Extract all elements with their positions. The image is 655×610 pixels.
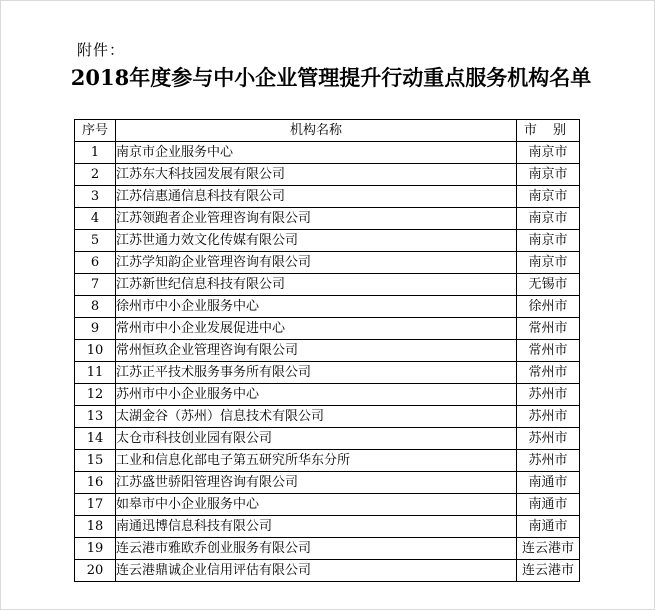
table-row xyxy=(75,340,580,362)
attachment-label: 附件： xyxy=(77,41,126,59)
row-org-name: 江苏东大科技园发展有限公司 xyxy=(116,164,517,186)
row-org-name: 苏州市中小企业服务中心 xyxy=(116,384,517,406)
row-number: 3 xyxy=(75,186,116,208)
row-city: 苏州市 xyxy=(517,450,580,472)
table-row xyxy=(75,362,580,384)
table-row xyxy=(75,296,580,318)
header-name: 机构名称 xyxy=(116,120,517,142)
row-city: 常州市 xyxy=(517,362,580,384)
table-row xyxy=(75,560,580,582)
table-row xyxy=(75,252,580,274)
row-city: 连云港市 xyxy=(517,560,580,582)
row-number: 6 xyxy=(75,252,116,274)
row-number: 17 xyxy=(75,494,116,516)
row-org-name: 徐州市中小企业服务中心 xyxy=(116,296,517,318)
row-number: 19 xyxy=(75,538,116,560)
row-number: 1 xyxy=(75,142,116,164)
table-row xyxy=(75,384,580,406)
row-number: 16 xyxy=(75,472,116,494)
row-city: 南京市 xyxy=(517,230,580,252)
table-row xyxy=(75,494,580,516)
row-org-name: 连云港鼎诚企业信用评估有限公司 xyxy=(116,560,517,582)
row-number: 18 xyxy=(75,516,116,538)
row-org-name: 常州市中小企业发展促进中心 xyxy=(116,318,517,340)
row-city: 徐州市 xyxy=(517,296,580,318)
row-number: 12 xyxy=(75,384,116,406)
row-number: 14 xyxy=(75,428,116,450)
row-city: 无锡市 xyxy=(517,274,580,296)
row-city: 南京市 xyxy=(517,252,580,274)
row-org-name: 连云港市雅欧乔创业服务有限公司 xyxy=(116,538,517,560)
header-number: 序号 xyxy=(75,120,116,142)
row-city: 南京市 xyxy=(517,208,580,230)
table-row xyxy=(75,274,580,296)
row-city: 苏州市 xyxy=(517,384,580,406)
row-number: 2 xyxy=(75,164,116,186)
row-number: 20 xyxy=(75,560,116,582)
row-number: 4 xyxy=(75,208,116,230)
row-org-name: 江苏正平技术服务事务所有限公司 xyxy=(116,362,517,384)
row-org-name: 太仓市科技创业园有限公司 xyxy=(116,428,517,450)
table-row xyxy=(75,142,580,164)
row-city: 南京市 xyxy=(517,186,580,208)
table-row xyxy=(75,164,580,186)
row-number: 11 xyxy=(75,362,116,384)
row-city: 南通市 xyxy=(517,516,580,538)
document-title: 2018年度参与中小企业管理提升行动重点服务机构名单 xyxy=(70,65,592,90)
table-row xyxy=(75,472,580,494)
row-city: 苏州市 xyxy=(517,428,580,450)
row-number: 8 xyxy=(75,296,116,318)
row-number: 10 xyxy=(75,340,116,362)
table-row xyxy=(75,450,580,472)
table-row xyxy=(75,318,580,340)
row-city: 常州市 xyxy=(517,340,580,362)
row-org-name: 工业和信息化部电子第五研究所华东分所 xyxy=(116,450,517,472)
table-header-row xyxy=(75,120,580,142)
row-number: 13 xyxy=(75,406,116,428)
row-org-name: 江苏信惠通信息科技有限公司 xyxy=(116,186,517,208)
row-org-name: 南通迅博信息科技有限公司 xyxy=(116,516,517,538)
row-city: 南通市 xyxy=(517,472,580,494)
row-org-name: 江苏世通力效文化传媒有限公司 xyxy=(116,230,517,252)
row-org-name: 江苏学知韵企业管理咨询有限公司 xyxy=(116,252,517,274)
table-row xyxy=(75,230,580,252)
row-city: 南通市 xyxy=(517,494,580,516)
row-number: 9 xyxy=(75,318,116,340)
row-city: 南京市 xyxy=(517,142,580,164)
table-row xyxy=(75,516,580,538)
row-city: 常州市 xyxy=(517,318,580,340)
row-number: 15 xyxy=(75,450,116,472)
header-city: 市 别 xyxy=(517,120,580,142)
row-org-name: 如皋市中小企业服务中心 xyxy=(116,494,517,516)
row-org-name: 江苏盛世骄阳管理咨询有限公司 xyxy=(116,472,517,494)
row-number: 5 xyxy=(75,230,116,252)
row-org-name: 江苏新世纪信息科技有限公司 xyxy=(116,274,517,296)
row-org-name: 常州恒玖企业管理咨询有限公司 xyxy=(116,340,517,362)
row-number: 7 xyxy=(75,274,116,296)
table-row xyxy=(75,538,580,560)
organization-table xyxy=(74,119,580,582)
row-city: 连云港市 xyxy=(517,538,580,560)
table-row xyxy=(75,208,580,230)
row-city: 南京市 xyxy=(517,164,580,186)
row-org-name: 江苏领跑者企业管理咨询有限公司 xyxy=(116,208,517,230)
table-row xyxy=(75,186,580,208)
row-org-name: 南京市企业服务中心 xyxy=(116,142,517,164)
table-row xyxy=(75,406,580,428)
table-row xyxy=(75,428,580,450)
row-city: 苏州市 xyxy=(517,406,580,428)
row-org-name: 太湖金谷（苏州）信息技术有限公司 xyxy=(116,406,517,428)
table-body xyxy=(75,142,580,582)
